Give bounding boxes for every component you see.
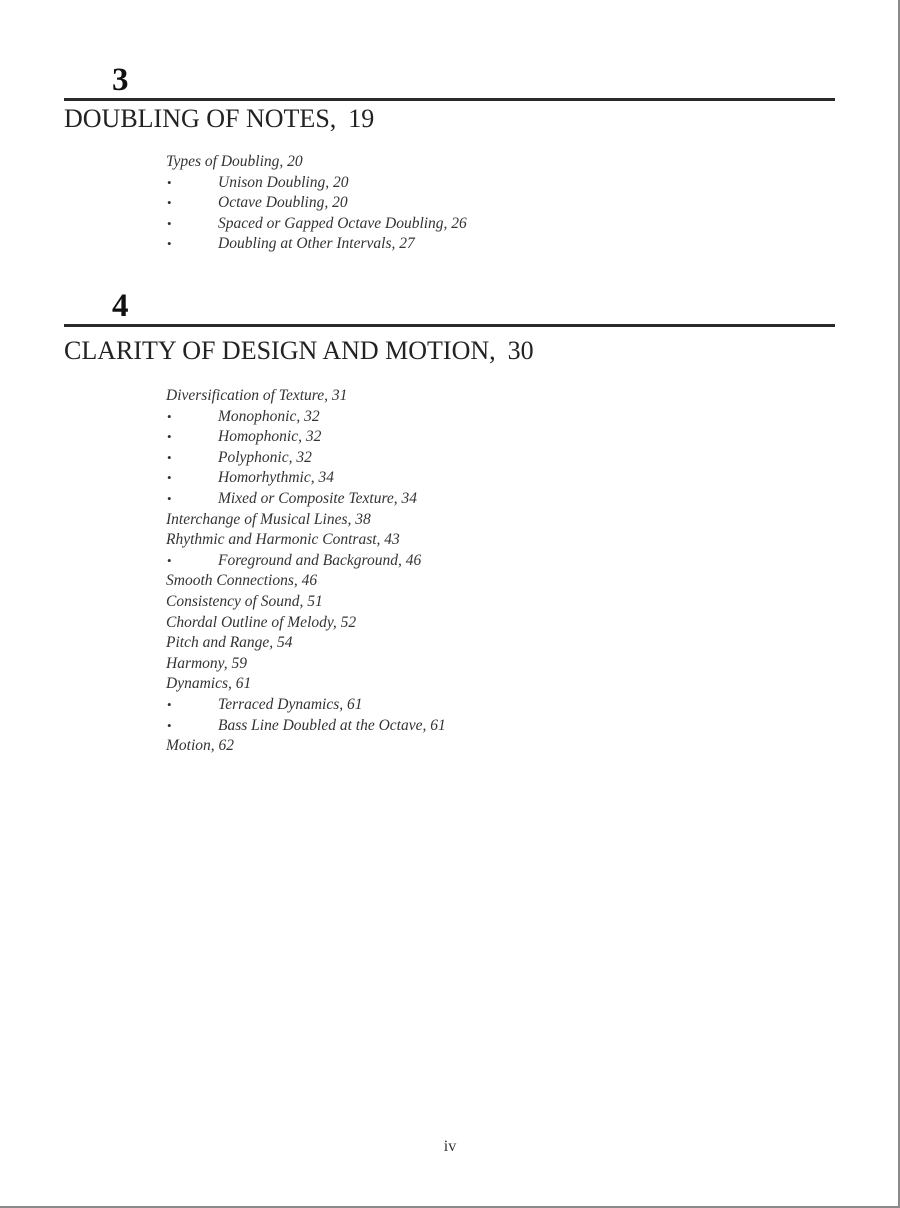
- bullet-icon: •: [167, 717, 172, 733]
- toc-entry-text: Harmony, 59: [166, 654, 247, 672]
- toc-entry-text: Bass Line Doubled at the Octave, 61: [218, 716, 446, 734]
- toc-entry: [166, 716, 446, 737]
- chapter-3-entries: [166, 152, 467, 255]
- toc-entry-text: Monophonic, 32: [218, 407, 320, 425]
- bullet-icon: •: [167, 408, 172, 424]
- chapter-title-text: CLARITY OF DESIGN AND MOTION,: [64, 336, 496, 365]
- chapter-4-entries: [166, 386, 446, 757]
- page-number: iv: [443, 1138, 457, 1155]
- toc-entry-text: Motion, 62: [166, 737, 235, 755]
- toc-entry: [166, 407, 446, 428]
- chapter-4-heading: [64, 288, 835, 367]
- toc-entry-text: Unison Doubling, 20: [218, 173, 349, 191]
- toc-entry-text: Mixed or Composite Texture, 34: [218, 489, 418, 507]
- toc-entry: [166, 695, 446, 716]
- toc-entry: [166, 468, 446, 489]
- toc-entry-text: Rhythmic and Harmonic Contrast, 43: [166, 531, 400, 549]
- chapter-number: 4: [112, 288, 129, 324]
- bullet-icon: •: [167, 174, 172, 190]
- toc-entry: [166, 736, 446, 757]
- chapter-title: [64, 335, 835, 367]
- bullet-icon: •: [167, 552, 172, 568]
- bullet-icon: •: [167, 490, 172, 506]
- bullet-icon: •: [167, 236, 172, 252]
- toc-entry-text: Diversification of Texture, 31: [166, 387, 348, 404]
- toc-entry: [166, 510, 446, 531]
- toc-entry: [166, 633, 446, 654]
- toc-entry-text: Doubling at Other Intervals, 27: [218, 235, 415, 253]
- bullet-icon: •: [167, 449, 172, 465]
- chapter-page: 19: [348, 104, 375, 133]
- toc-entry: [166, 551, 446, 572]
- toc-entry-text: Smooth Connections, 46: [166, 572, 318, 590]
- toc-entry-text: Spaced or Gapped Octave Doubling, 26: [218, 214, 467, 232]
- bullet-icon: •: [167, 429, 172, 445]
- chapter-3-heading: [64, 62, 835, 135]
- toc-entry: [166, 152, 467, 173]
- chapter-title-text: DOUBLING OF NOTES,: [64, 104, 337, 133]
- toc-entry: [166, 427, 446, 448]
- toc-entry-text: Polyphonic, 32: [218, 448, 312, 466]
- toc-entry-text: Foreground and Background, 46: [218, 551, 422, 569]
- toc-entry-text: Homophonic, 32: [218, 428, 322, 446]
- bullet-icon: •: [167, 696, 172, 712]
- toc-entry-text: Interchange of Musical Lines, 38: [166, 510, 371, 528]
- bullet-icon: •: [167, 195, 172, 211]
- bullet-icon: •: [167, 215, 172, 231]
- toc-entry-text: Consistency of Sound, 51: [166, 592, 323, 610]
- toc-entry: [166, 592, 446, 613]
- chapter-rule: [64, 324, 835, 327]
- bullet-icon: •: [167, 470, 172, 486]
- toc-entry: [166, 234, 467, 255]
- toc-entry-text: Chordal Outline of Melody, 52: [166, 613, 357, 631]
- toc-entry: [166, 386, 446, 407]
- toc-entry: [166, 448, 446, 469]
- toc-entry: [166, 193, 467, 214]
- chapter-number: 3: [112, 62, 129, 98]
- chapter-title: [64, 103, 835, 135]
- toc-entry: [166, 613, 446, 634]
- toc-entry: [166, 214, 467, 235]
- toc-entry: [166, 173, 467, 194]
- toc-entry-text: Octave Doubling, 20: [218, 194, 348, 212]
- toc-entry-text: Types of Doubling, 20: [166, 153, 303, 170]
- toc-entry: [166, 489, 446, 510]
- toc-entry: [166, 530, 446, 551]
- toc-entry-text: Terraced Dynamics, 61: [218, 695, 363, 713]
- toc-entry: [166, 571, 446, 592]
- chapter-page: 30: [507, 336, 534, 365]
- toc-entry: [166, 674, 446, 695]
- toc-entry-text: Dynamics, 61: [166, 675, 252, 693]
- toc-entry-text: Pitch and Range, 54: [166, 634, 293, 652]
- toc-entry-text: Homorhythmic, 34: [218, 469, 334, 487]
- toc-entry: [166, 654, 446, 675]
- chapter-rule: [64, 98, 835, 101]
